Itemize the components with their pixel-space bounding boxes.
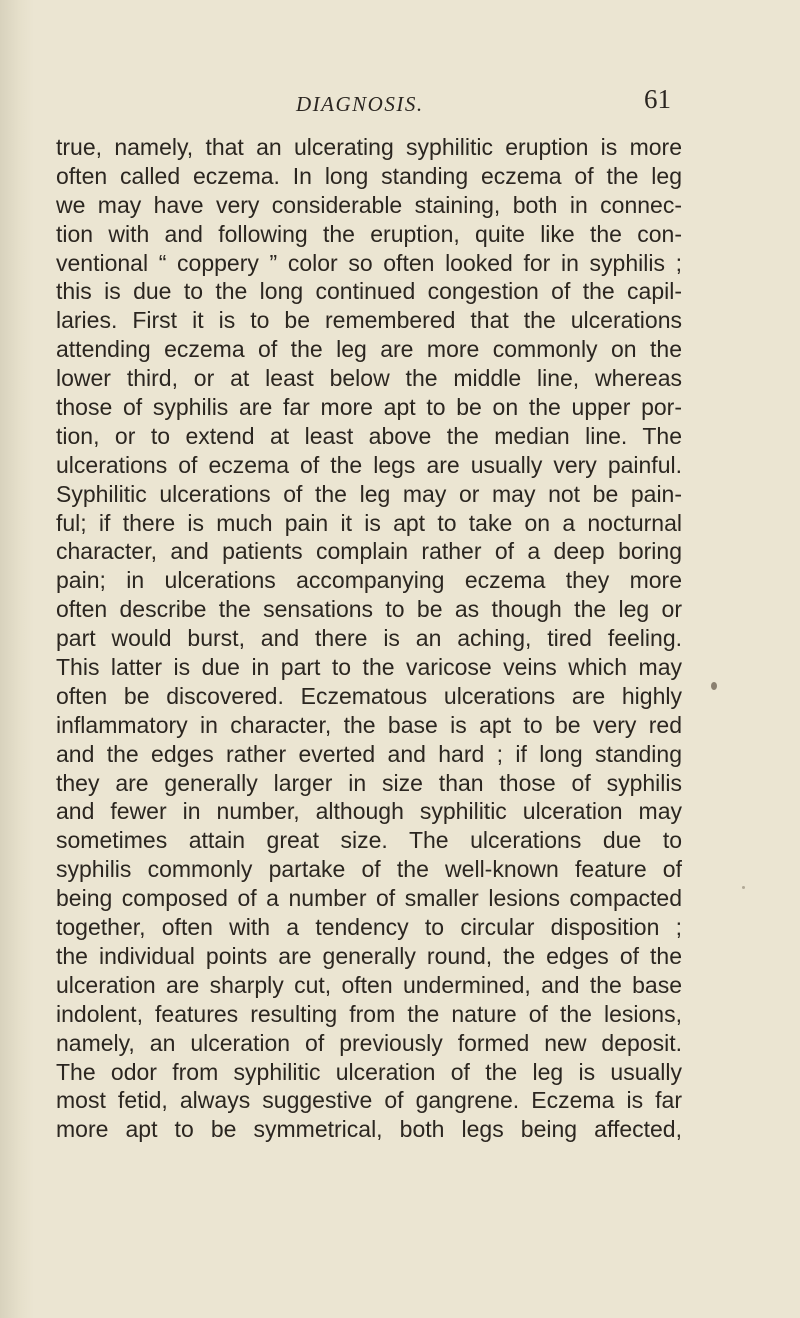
text-line: indolent, features resulting from the nature of the lesions, — [56, 1000, 682, 1027]
text-line: the individual points are generally round, the edges of the — [56, 942, 682, 969]
body-text — [56, 133, 682, 1144]
text-line: laries. First it is to be remembered that the ulcerations — [56, 307, 682, 334]
paper-speck — [711, 682, 717, 690]
text-line: ful; if there is much pain it is apt to take on a nocturnal — [56, 509, 682, 536]
text-line: pain; in ulcerations accompanying eczema they more — [56, 567, 682, 594]
text-line: this is due to the long continued congestion of the capil- — [56, 278, 682, 305]
text-line: most fetid, always suggestive of gangrene. Eczema is far — [56, 1087, 682, 1114]
text-line: lower third, or at least below the middle line, whereas — [56, 365, 682, 392]
text-line: true, namely, that an ulcerating syphilitic eruption is more — [56, 134, 682, 160]
text-line: and the edges rather everted and hard ; if long standing — [56, 740, 682, 767]
text-line: character, and patients complain rather of a deep boring — [56, 538, 682, 565]
text-line: and fewer in number, although syphilitic ulceration may — [56, 798, 682, 825]
text-line: often called eczema. In long standing eczema of the leg — [56, 162, 682, 189]
text-line: ulceration are sharply cut, often undermined, and the base — [56, 971, 682, 998]
text-line: ventional “ coppery ” color so often looked for in syphilis ; — [56, 249, 682, 276]
text-line: inflammatory in character, the base is apt to be very red — [56, 711, 682, 738]
text-line: often describe the sensations to be as though the leg or — [56, 596, 682, 623]
page-number: 61 — [644, 84, 671, 114]
text-line: sometimes attain great size. The ulcerations due to — [56, 827, 682, 854]
text-line: being composed of a number of smaller lesions compacted — [56, 885, 682, 912]
text-line: more apt to be symmetrical, both legs being affected, — [56, 1116, 682, 1143]
text-line: part would burst, and there is an aching, tired feeling. — [56, 625, 682, 652]
running-head: DIAGNOSIS. — [296, 92, 424, 116]
text-line: This latter is due in part to the varicose veins which may — [56, 654, 682, 681]
text-line: tion, or to extend at least above the median line. The — [56, 422, 682, 449]
text-line: we may have very considerable staining, both in connec- — [56, 191, 682, 218]
page-header — [0, 84, 800, 120]
text-line: namely, an ulceration of previously formed new deposit. — [56, 1029, 682, 1056]
text-line: attending eczema of the leg are more commonly on the — [56, 336, 682, 363]
text-line: Syphilitic ulcerations of the leg may or may not be pain- — [56, 480, 682, 507]
text-line: ulcerations of eczema of the legs are usually very painful. — [56, 451, 682, 478]
text-line: they are generally larger in size than those of syphilis — [56, 769, 682, 796]
text-line: The odor from syphilitic ulceration of the leg is usually — [56, 1058, 682, 1085]
text-line: often be discovered. Eczematous ulcerations are highly — [56, 682, 682, 709]
text-line: syphilis commonly partake of the well-known feature of — [56, 856, 682, 883]
text-line: together, often with a tendency to circular disposition ; — [56, 914, 682, 941]
text-line: those of syphilis are far more apt to be on the upper por- — [56, 394, 682, 421]
paper-speck — [742, 886, 745, 889]
binding-shadow — [0, 0, 34, 1318]
text-line: tion with and following the eruption, quite like the con- — [56, 220, 682, 247]
